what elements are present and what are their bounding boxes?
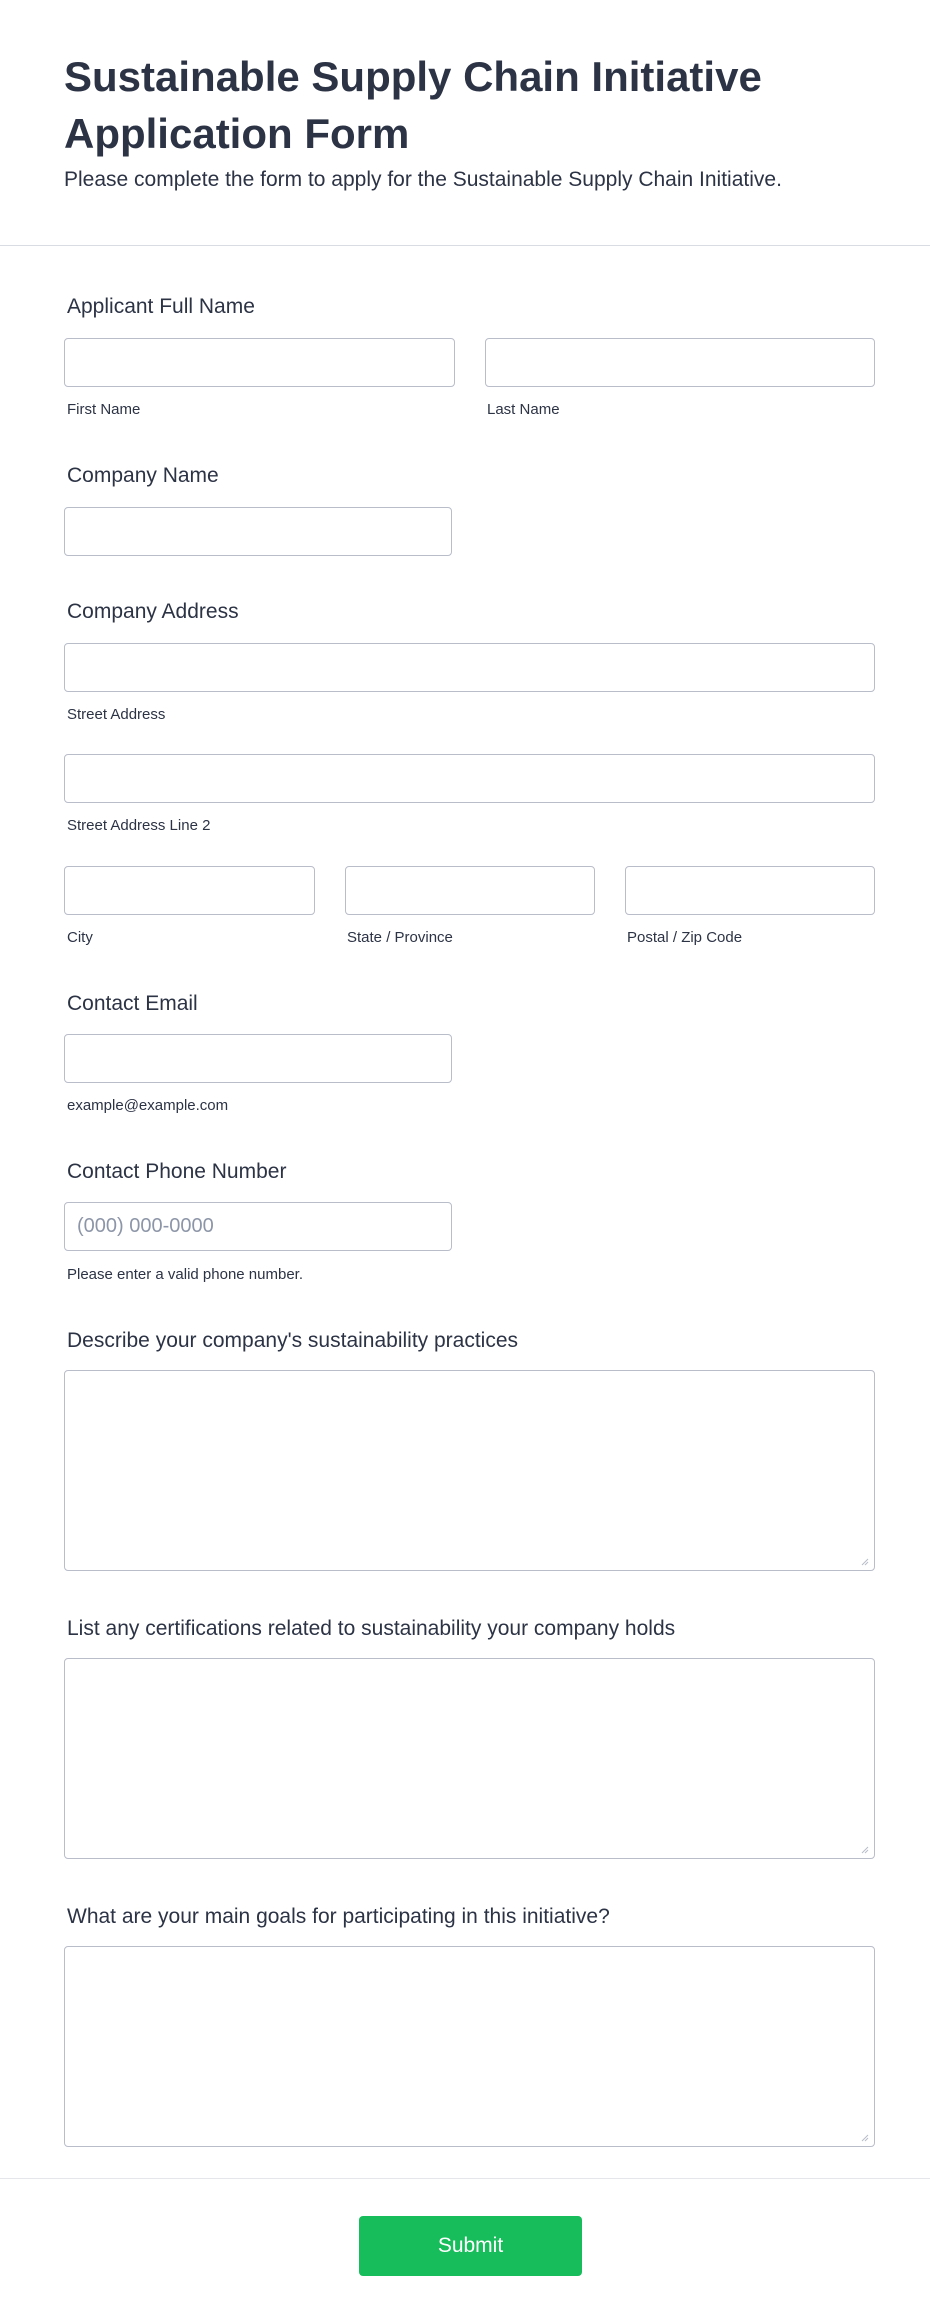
city-input[interactable] — [64, 866, 315, 915]
resize-grip-icon[interactable] — [859, 2132, 869, 2142]
phone-input[interactable] — [64, 1202, 452, 1251]
state-input[interactable] — [345, 866, 595, 915]
company-address-label: Company Address — [67, 600, 239, 623]
full-name-label: Applicant Full Name — [67, 295, 255, 318]
first-name-input[interactable] — [64, 338, 455, 387]
street-address-line2-sublabel: Street Address Line 2 — [67, 817, 211, 834]
first-name-sublabel: First Name — [67, 401, 141, 418]
street-address-input[interactable] — [64, 643, 875, 692]
goals-label: What are your main goals for participating in this initiative? — [67, 1905, 610, 1928]
form-header — [0, 0, 930, 246]
submit-button[interactable]: Submit — [359, 2216, 582, 2276]
company-name-label: Company Name — [67, 464, 219, 487]
goals-textarea[interactable] — [64, 1946, 875, 2147]
resize-grip-icon[interactable] — [859, 1556, 869, 1566]
city-sublabel: City — [67, 929, 93, 946]
practices-label: Describe your company's sustainability practices — [67, 1329, 519, 1352]
email-input[interactable] — [64, 1034, 452, 1083]
last-name-input[interactable] — [485, 338, 875, 387]
certifications-textarea[interactable] — [64, 1658, 875, 1859]
form-title: Sustainable Supply Chain Initiative Application Form — [64, 53, 762, 157]
street-address-line2-input[interactable] — [64, 754, 875, 803]
practices-textarea[interactable] — [64, 1370, 875, 1571]
zip-input[interactable] — [625, 866, 875, 915]
email-sublabel: example@example.com — [67, 1097, 229, 1114]
street-address-sublabel: Street Address — [67, 706, 166, 723]
form-subtitle: Please complete the form to apply for the Sustainable Supply Chain Initiative. — [64, 168, 782, 191]
company-name-input[interactable] — [64, 507, 452, 556]
state-sublabel: State / Province — [347, 929, 453, 946]
contact-email-label: Contact Email — [67, 992, 198, 1015]
resize-grip-icon[interactable] — [859, 1844, 869, 1854]
contact-phone-label: Contact Phone Number — [67, 1160, 287, 1183]
last-name-sublabel: Last Name — [487, 401, 560, 418]
certifications-label: List any certifications related to sustainability your company holds — [67, 1617, 676, 1640]
zip-sublabel: Postal / Zip Code — [627, 929, 743, 946]
phone-sublabel: Please enter a valid phone number. — [67, 1266, 303, 1283]
